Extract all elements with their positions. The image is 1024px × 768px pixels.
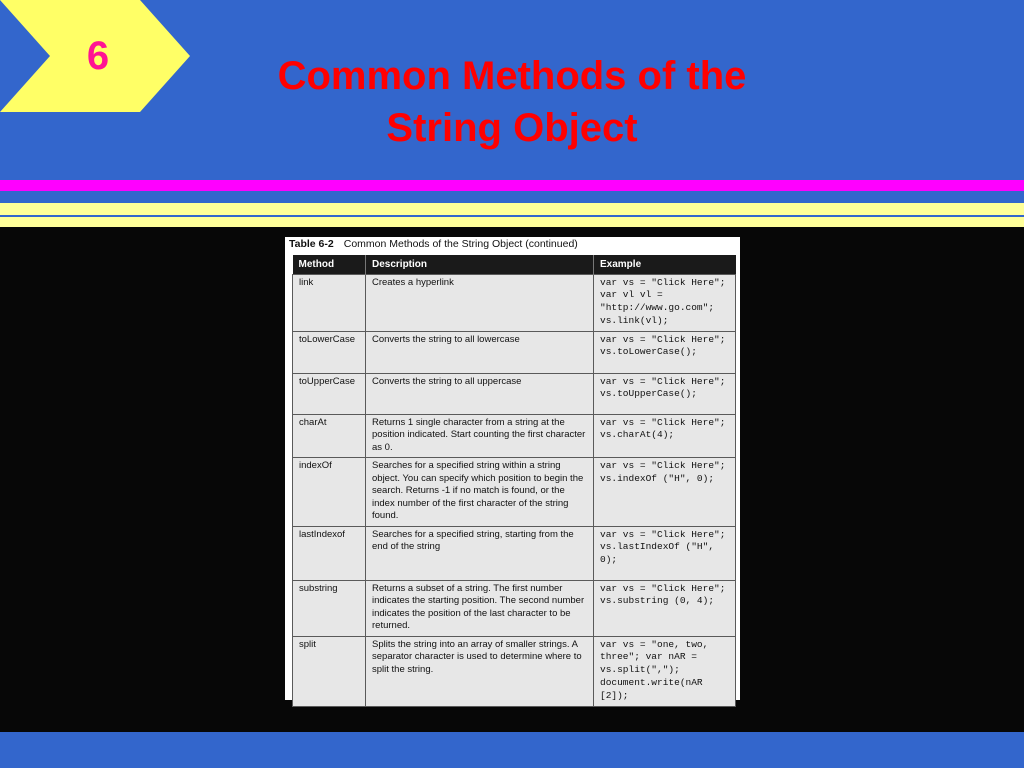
method-cell: lastIndexof bbox=[293, 526, 366, 580]
example-cell: var vs = "one, two, three"; var nAR = vs.split(","); document.write(nAR [2]); bbox=[594, 636, 736, 706]
table-row bbox=[293, 414, 736, 458]
example-cell: var vs = "Click Here"; vs.lastIndexOf ("H", 0); bbox=[594, 526, 736, 580]
example-cell: var vs = "Click Here"; vs.toUpperCase(); bbox=[594, 373, 736, 414]
table-row bbox=[293, 526, 736, 580]
example-cell: var vs = "Click Here"; var vl vl = "http://www.go.com"; vs.link(vl); bbox=[594, 274, 736, 331]
table-caption-label: Table 6-2 bbox=[289, 238, 334, 250]
method-cell: substring bbox=[293, 580, 366, 636]
table-row bbox=[293, 458, 736, 527]
table-header-row bbox=[293, 255, 736, 274]
header-description: Description bbox=[366, 255, 594, 274]
header-method: Method bbox=[293, 255, 366, 274]
slide-title-line-2: String Object bbox=[386, 106, 638, 150]
slide-title-line-1: Common Methods of the bbox=[277, 54, 747, 98]
description-cell: Creates a hyperlink bbox=[366, 274, 594, 331]
slide-number: 6 bbox=[86, 34, 110, 78]
table-row bbox=[293, 331, 736, 373]
description-cell: Converts the string to all lowercase bbox=[366, 331, 594, 373]
example-cell: var vs = "Click Here"; vs.substring (0, 4); bbox=[594, 580, 736, 636]
description-cell: Splits the string into an array of smaller strings. A separator character is used to determine where to split the string. bbox=[366, 636, 594, 706]
slide-header bbox=[0, 0, 1024, 180]
method-cell: link bbox=[293, 274, 366, 331]
divider-stripe-yellow-lower bbox=[0, 217, 1024, 227]
description-cell: Searches for a specified string, starting from the end of the string bbox=[366, 526, 594, 580]
method-cell: indexOf bbox=[293, 458, 366, 527]
method-cell: split bbox=[293, 636, 366, 706]
string-methods-table bbox=[292, 255, 736, 707]
description-cell: Returns 1 single character from a string at the position indicated. Start counting the first character as 0. bbox=[366, 414, 594, 458]
table-row bbox=[293, 274, 736, 331]
description-cell: Returns a subset of a string. The first number indicates the starting position. The second number indicates the position of the last character to be returned. bbox=[366, 580, 594, 636]
divider-stripe-blue bbox=[0, 191, 1024, 203]
description-cell: Searches for a specified string within a string object. You can specify which position to begin the search. Returns -1 if no match is found, or the index number of the first character of the string found. bbox=[366, 458, 594, 527]
method-cell: toUpperCase bbox=[293, 373, 366, 414]
description-cell: Converts the string to all uppercase bbox=[366, 373, 594, 414]
slide-title bbox=[180, 50, 844, 154]
header-example: Example bbox=[594, 255, 736, 274]
example-cell: var vs = "Click Here"; vs.charAt(4); bbox=[594, 414, 736, 458]
example-cell: var vs = "Click Here"; vs.indexOf ("H", 0); bbox=[594, 458, 736, 527]
divider-stripe-magenta bbox=[0, 180, 1024, 191]
slide-footer-bar bbox=[0, 732, 1024, 768]
table-caption bbox=[289, 238, 578, 250]
example-cell: var vs = "Click Here"; vs.toLowerCase(); bbox=[594, 331, 736, 373]
methods-table-figure bbox=[285, 237, 740, 700]
method-cell: charAt bbox=[293, 414, 366, 458]
table-row bbox=[293, 580, 736, 636]
table-row bbox=[293, 373, 736, 414]
divider-stripe-yellow bbox=[0, 203, 1024, 215]
table-caption-text: Common Methods of the String Object (continued) bbox=[343, 238, 578, 250]
method-cell: toLowerCase bbox=[293, 331, 366, 373]
table-row bbox=[293, 636, 736, 706]
